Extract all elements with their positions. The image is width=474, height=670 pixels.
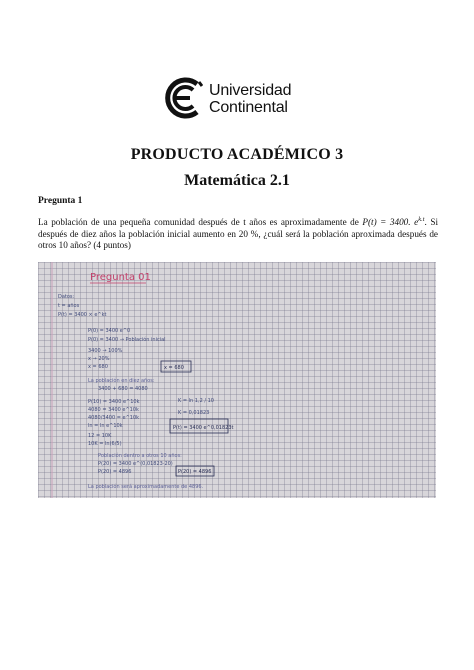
hw-datos: Datos: bbox=[58, 294, 75, 300]
university-logo bbox=[159, 76, 292, 120]
logo-line1: Universidad bbox=[209, 82, 292, 99]
hw-box1: x = 680 bbox=[164, 365, 184, 371]
hw-step14: P(20) = 4896 bbox=[98, 469, 132, 475]
question-formula: P(t) = 3400. e bbox=[362, 217, 419, 228]
hw-step5: x = 680 bbox=[88, 364, 108, 370]
hw-k1: K = ln 1,2 / 10 bbox=[178, 398, 214, 404]
hw-step8: 4080 = 3400 e^10k bbox=[88, 407, 139, 413]
hw-step10: ln = ln e^10k bbox=[88, 423, 123, 429]
hw-step2: P(0) = 3400 → Población inicial bbox=[88, 337, 166, 343]
hw-box2: P(t) = 3400 e^0,01823t bbox=[173, 425, 234, 431]
question-formula-exponent: k.t bbox=[418, 216, 425, 223]
hw-step7: P(10) = 3400 e^10k bbox=[88, 399, 140, 405]
hw-k2: K = 0,01823 bbox=[178, 410, 210, 416]
hw-step11: 12 = 10K bbox=[88, 433, 112, 439]
hw-step9: 4080/3400 = e^10k bbox=[88, 415, 140, 421]
handwritten-notes bbox=[38, 262, 436, 498]
hw-step4: x → 20% bbox=[88, 356, 110, 362]
question-text-before: La población de una pequeña comunidad después de t años es aproximadamente de bbox=[38, 217, 363, 228]
handwritten-solution-photo bbox=[38, 262, 436, 498]
hw-heading: Pregunta 01 bbox=[90, 272, 151, 283]
hw-note1: La población en diez años: bbox=[88, 378, 155, 384]
continental-logo-icon bbox=[159, 76, 203, 120]
hw-t-line: t = años bbox=[58, 303, 80, 309]
hw-step13: P(20) = 3400 e^(0,01823·20) bbox=[98, 461, 173, 467]
hw-final: La población será aproximadamente de 4896. bbox=[88, 484, 204, 490]
question-text bbox=[38, 214, 438, 252]
hw-p-line: P(t) = 3400 × e^kt bbox=[58, 312, 107, 318]
document-subtitle: Matemática 2.1 bbox=[184, 172, 290, 189]
hw-step6: 3400 + 680 = 4080 bbox=[98, 386, 148, 392]
hw-step1: P(0) = 3400 e^0 bbox=[88, 328, 131, 334]
question-text-after: . Si después de diez años la población inicial aumento en 20 %, ¿cuál será la población aproximada después de otros 10 años? (4 puntos) bbox=[38, 217, 438, 251]
document-title: PRODUCTO ACADÉMICO 3 bbox=[130, 146, 344, 163]
logo-line2: Continental bbox=[209, 99, 288, 116]
question-label: Pregunta 1 bbox=[38, 196, 83, 206]
hw-step3: 3400 → 100% bbox=[88, 348, 123, 354]
hw-step12: 10K = ln(6/5) bbox=[88, 441, 122, 447]
logo-text bbox=[209, 82, 291, 116]
hw-note2: Población dentro a otros 10 años: bbox=[98, 453, 182, 459]
hw-box3: P(20) = 4896 bbox=[178, 469, 212, 475]
